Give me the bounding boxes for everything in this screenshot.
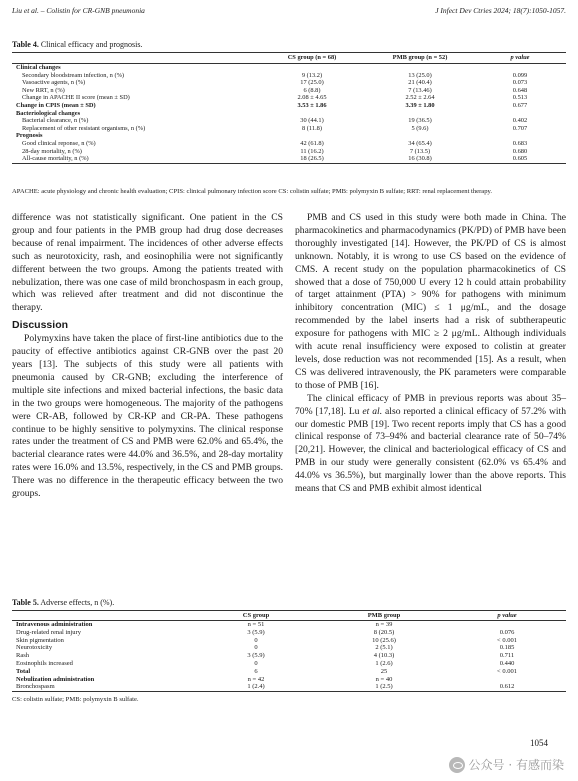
table5-col-label — [12, 611, 192, 621]
pmb-value — [366, 132, 474, 140]
table-row — [12, 155, 566, 163]
cs-value: 0 — [254, 636, 258, 644]
table5-col-cs: CS group — [192, 611, 320, 621]
cs-value: 11 (16.2) — [300, 147, 324, 155]
discussion-heading: Discussion — [12, 319, 69, 332]
table5-title: Adverse effects, n (%). — [38, 598, 115, 607]
table5 — [12, 610, 566, 692]
row-label: 28-day mortality, n (%) — [22, 147, 82, 155]
row-label: Drug-related renal injury — [16, 628, 81, 636]
cs-value — [258, 132, 366, 140]
table-row — [12, 117, 566, 125]
pmb-value: 21 (40.4) — [408, 79, 432, 87]
p-value: < 0.001 — [497, 667, 517, 675]
pmb-value: n = 39 — [375, 621, 393, 628]
pmb-value: 13 (25.0) — [408, 71, 432, 79]
watermark — [449, 756, 564, 773]
row-label: Rash — [16, 652, 29, 660]
cs-value: 8 (11.8) — [302, 124, 322, 132]
cs-value: 17 (25.0) — [300, 79, 324, 87]
row-label: Secondary bloodstream infection, n (%) — [22, 71, 125, 79]
pmb-value: 7 (13.46) — [408, 86, 432, 94]
cs-value: 0 — [254, 644, 258, 652]
p-value: 0.099 — [512, 71, 528, 79]
running-head-right: J Infect Dev Ctries 2024; 18(7):1050-1057. — [435, 6, 566, 15]
cs-value: 30 (44.1) — [300, 117, 324, 125]
pmb-value: 1 (2.6) — [375, 659, 393, 667]
pmb-value: 8 (20.5) — [373, 628, 395, 636]
row-label: Vasoactive agents, n (%) — [22, 79, 86, 87]
cs-value: 0 — [254, 659, 258, 667]
row-label: Skin pigmentation — [16, 636, 64, 644]
cs-value: 18 (26.5) — [258, 155, 366, 163]
cs-value: n = 42 — [247, 675, 265, 683]
table4-col-cs: CS group (n = 68) — [258, 53, 366, 64]
right-paragraph-1: PMB and CS used in this study were both made in China. The pharmacokinetics and pharmacodynamics (PK/PD) of PMB have been thoroughly investigated [14]. However, the PK/PD of CS is almost unknown. Notably, it is wrong to use CS based on the evidence of CMS. A recent study on the population pharmacokinetics of CS showed that a dose of 750,000 U every 12 h could attain probability of target attainment (PTA) > 90% for pathogens with minimum inhibitory concentration (MIC) ≤ 1 μg/mL, and the dosage recommended by the label inserts had a risk of subtherapeutic exposure for pathogens with MIC ≥ 2 μg/mL. Although individuals with acute renal insufficiency were exposed to colistin at greater levels, dose reduction was not recommended [15]. As a result, when CS was delivered intravenously, the PK parameters were comparable to those of PMB [16]. — [295, 212, 566, 391]
cs-value: 3 (5.9) — [247, 628, 265, 636]
cs-value: 6 — [254, 667, 258, 675]
cs-value: 6 (8.8) — [303, 86, 321, 94]
row-label: All-cause mortality, n (%) — [12, 155, 258, 163]
p-value: 0.711 — [499, 652, 515, 660]
pmb-value — [366, 110, 474, 118]
et-al: et al. — [362, 405, 383, 417]
table-row — [12, 629, 566, 637]
cs-value: 3 (5.9) — [247, 652, 265, 660]
right-paragraph-2-rest: also reported a clinical efficacy of 57.2% with our domestic PMB [19]. Two recent reports imply that CS has a good clinical response of 73–94% and bacterial clearance rate of 50–74% [20,21]. However, the clinical and bacteriological efficacy of CS and PMB in our study were generally consistent (62.0% vs 65.4% and 44.0% vs 36.5%), but marginally lower than the above reports. This means that CS and PMB exhibit almost identical — [295, 405, 566, 495]
table5-col-pmb: PMB group — [320, 611, 448, 621]
p-value — [474, 64, 566, 72]
table-row — [12, 676, 566, 684]
pmb-value: 5 (9.6) — [411, 124, 429, 132]
p-value: 0.677 — [512, 101, 528, 109]
cs-value — [258, 64, 366, 72]
row-label: Bacterial clearance, n (%) — [22, 117, 89, 125]
pmb-value: n = 40 — [375, 675, 393, 683]
pmb-value: 4 (10.3) — [373, 652, 395, 660]
row-label: Total — [16, 667, 31, 675]
p-value: 0.680 — [512, 147, 528, 155]
table-row — [12, 87, 566, 95]
row-label: Replacement of other resistant organisms, n (%) — [22, 124, 146, 132]
p-value: 0.683 — [512, 139, 528, 147]
row-label: Good clinical reponse, n (%) — [22, 139, 96, 147]
table-row — [12, 132, 566, 140]
p-value: 0.612 — [448, 683, 566, 691]
right-column — [295, 212, 566, 496]
table4-col-pmb: PMB group (n = 52) — [366, 53, 474, 64]
table5-caption — [12, 598, 114, 607]
table-row — [12, 644, 566, 652]
table-row — [12, 148, 566, 156]
left-paragraph-1: difference was not statistically significant. One patient in the CS group and four patients in the PMB group had drug dose decreases because of renal impairment. The incidences of other adverse effects such as neurotoxicity, rash, and eosinophilia were not significantly different between the two groups. Among the patients treated with nebulization, there was one case of mild bronchospasm in each group, which was relieved after treatment and did not discontinue the therapy. — [12, 212, 283, 314]
table-row — [12, 660, 566, 668]
cs-value: 42 (61.8) — [300, 139, 324, 147]
table-row — [12, 668, 566, 676]
row-label: Neurotoxicity — [16, 644, 53, 652]
table4-label: Table 4. — [12, 40, 39, 49]
row-label: Nebulization administration — [16, 675, 95, 683]
table5-label: Table 5. — [12, 598, 39, 607]
p-value — [474, 132, 566, 140]
page-number: 1054 — [530, 738, 548, 748]
pmb-value: 1 (2.5) — [320, 683, 448, 691]
pmb-value: 2 (5.1) — [375, 644, 393, 652]
pmb-value: 3.39 ± 1.80 — [405, 101, 435, 109]
row-label: Bronchospasm — [12, 683, 192, 691]
cs-value: 3.53 ± 1.86 — [297, 101, 327, 109]
pmb-value: 34 (65.4) — [408, 139, 432, 147]
cs-value: 1 (2.4) — [192, 683, 320, 691]
pmb-value: 2.52 ± 2.64 — [405, 94, 435, 102]
cs-value: n = 51 — [247, 621, 265, 628]
table-row — [12, 652, 566, 660]
table-row — [12, 110, 566, 118]
row-label: Eosinophils increased — [16, 659, 73, 667]
table-row — [12, 94, 566, 102]
pmb-value: 16 (30.8) — [366, 155, 474, 163]
row-label: Bacteriological changes — [16, 109, 81, 117]
left-paragraph-2: Polymyxins have taken the place of first-line antibiotics due to the paucity of effective antibiotics against CR-GNB over the past 20 years [13]. The subjects of this study were all patients with pneumonia caused by CR-GNB; excluding the interference of multiple site infections and mixed bacterial infections, the basic data in the two groups were homogeneous. The majority of the pathogens were CR-AB, followed by CR-KP and CR-PA. These pathogens continue to be highly sensitive to polymyxins. The clinical response rates under the treatment of CS and PMB were 62.0% and 65.4%, the bacterial clearance rates were 44.0% and 36.5%, and 28-day mortality rates were 16.0% and 13.5%, respectively, in the CS and PMB groups. There was no difference in the therapeutic efficacy between the two groups. — [12, 333, 283, 500]
pmb-value: 10 (25.6) — [372, 636, 396, 644]
right-paragraph-2 — [295, 393, 566, 496]
table-row — [12, 637, 566, 645]
p-value: 0.605 — [474, 155, 566, 163]
p-value: 0.185 — [499, 644, 515, 652]
pmb-value — [366, 64, 474, 72]
p-value — [474, 110, 566, 118]
table4-footnote: APACHE: acute physiology and chronic health evaluation; CPIS: clinical pulmonary infection score CS: colistin sulfate; PMB: polymyxin B sulfate; RRT: renal replacement therapy. — [12, 188, 493, 195]
watermark-text: 公众号 · 有感而染 — [468, 758, 564, 772]
table5-col-p: p value — [448, 611, 566, 621]
row-label: New RRT, n (%) — [22, 86, 65, 94]
table-row — [12, 683, 566, 691]
table4 — [12, 52, 566, 164]
p-value — [448, 621, 566, 629]
table4-col-label — [12, 53, 258, 64]
table4-col-p: p value — [474, 53, 566, 64]
running-head — [12, 6, 566, 20]
pmb-value: 25 — [380, 667, 388, 675]
p-value: 0.076 — [499, 628, 515, 636]
p-value: 0.073 — [512, 79, 528, 87]
table-row — [12, 64, 566, 72]
table-row — [12, 125, 566, 133]
table4-header-row — [12, 53, 566, 64]
table5-header-row — [12, 611, 566, 621]
cs-value: 9 (13.2) — [301, 71, 323, 79]
row-label: Change in CPIS (mean ± SD) — [16, 101, 96, 109]
wechat-icon — [449, 757, 465, 773]
table4-title: Clinical efficacy and prognosis. — [38, 40, 143, 49]
left-column — [12, 212, 283, 501]
p-value: 0.707 — [512, 124, 528, 132]
table-row — [12, 102, 566, 110]
p-value: 0.648 — [512, 86, 528, 94]
p-value — [448, 676, 566, 684]
table-row — [12, 140, 566, 148]
table5-footnote: CS: colistin sulfate; PMB: polymyxin B sulfate. — [12, 696, 139, 703]
pmb-value: 7 (13.5) — [409, 147, 431, 155]
pmb-value: 19 (36.5) — [408, 117, 432, 125]
table4-caption — [12, 40, 142, 49]
table-row — [12, 72, 566, 80]
row-label: Prognosis — [16, 132, 43, 140]
row-label: Clinical changes — [16, 64, 61, 71]
table-row — [12, 621, 566, 629]
row-label: Change in APACHE II score (mean ± SD) — [22, 94, 130, 102]
p-value: 0.513 — [512, 94, 528, 102]
row-label: Intravenous administration — [16, 621, 93, 628]
right-paragraph-2-start: The clinical efficacy of PMB in previous reports was about 35–70% [17,18]. Lu — [295, 392, 566, 417]
cs-value — [258, 110, 366, 118]
p-value: 0.402 — [512, 117, 528, 125]
table-row — [12, 79, 566, 87]
p-value: < 0.001 — [497, 636, 517, 644]
running-head-left: Liu et al. – Colistin for CR-GNB pneumonia — [12, 6, 145, 15]
cs-value: 2.08 ± 4.65 — [297, 94, 327, 102]
p-value: 0.440 — [499, 659, 515, 667]
